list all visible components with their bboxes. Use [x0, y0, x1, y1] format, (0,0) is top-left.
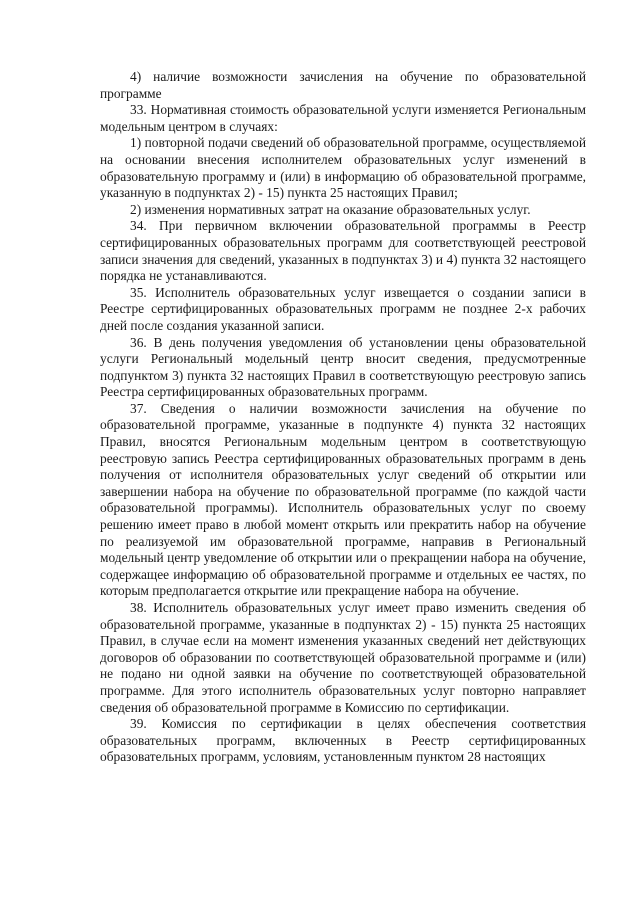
paragraph-38: 38. Исполнитель образовательных услуг имеет право изменить сведения об образовательной программе, указанные в подпунктах 2) - 15) пункта 25 настоящих Правил, в случае если на момент изменения указанных сведений нет действующих договоров об образовании по соответствующей образовательной программе и (или) не подано ни одной заявки на обучение по соответствующей образовательной программе. Для этого исполнитель образовательных услуг повторно направляет сведения об образовательной программе в Комиссию по сертификации.: [100, 600, 586, 715]
paragraph-33-item-2: 2) изменения нормативных затрат на оказание образовательных услуг.: [130, 201, 531, 217]
paragraph-33-item-1: 1) повторной подачи сведений об образовательной программе, осуществляемой на основании внесения исполнителем образовательных услуг изменений в образовательную программу и (или) в информацию об образовательной программе, указанную в подпунктах 2) - 15) пункта 25 настоящих Правил;: [100, 135, 586, 201]
paragraph-34: 34. При первичном включении образовательной программы в Реестр сертифицированных образовательных программ для соответствующей реестровой записи значения для сведений, указанных в подпунктах 3) и 4) пункта 32 настоящего порядка не устанавливаются.: [100, 218, 586, 284]
paragraph-35: 35. Исполнитель образовательных услуг извещается о создании записи в Реестре сертифицированных образовательных программ не позднее 2-х рабочих дней после создания указанной записи.: [100, 284, 586, 333]
paragraph-item-4: 4) наличие возможности зачисления на обучение по образовательной программе: [100, 69, 586, 101]
paragraph-39: 39. Комиссия по сертификации в целях обеспечения соответствия образовательных программ, включенных в Реестр сертифицированных образовательных программ, условиям, установленным пунктом 28 настоящих: [100, 716, 586, 765]
paragraph-33: 33. Нормативная стоимость образовательной услуги изменяется Региональным модельным центром в случаях:: [100, 102, 586, 134]
paragraph-36: 36. В день получения уведомления об установлении цены образовательной услуги Региональный модельный центр вносит сведения, предусмотренные подпунктом 3) пункта 32 настоящих Правил в соответствующую реестровую запись Реестра сертифицированных образовательных программ.: [100, 334, 586, 400]
paragraph-37: 37. Сведения о наличии возможности зачисления на обучение по образовательной программе, указанные в подпункте 4) пункта 32 настоящих Правил, вносятся Региональным модельным центром в соответствующую реестровую запись Реестра сертифицированных образовательных программ в день получения от исполнителя образовательных услуг сведений об открытии или завершении набора на обучение по образовательной программе (по каждой части образовательной программы). Исполнитель образовательных услуг по своему решению имеет право в любой момент открыть или прекратить набор на обучение по реализуемой им образовательной программе, направив в Региональный модельный центр уведомление об открытии или о прекращении набора на обучение, содержащее информацию об образовательной программе и отдельных ее частях, по которым предполагается открытие или прекращение набора на обучение.: [100, 400, 586, 599]
document-page: [100, 69, 586, 766]
